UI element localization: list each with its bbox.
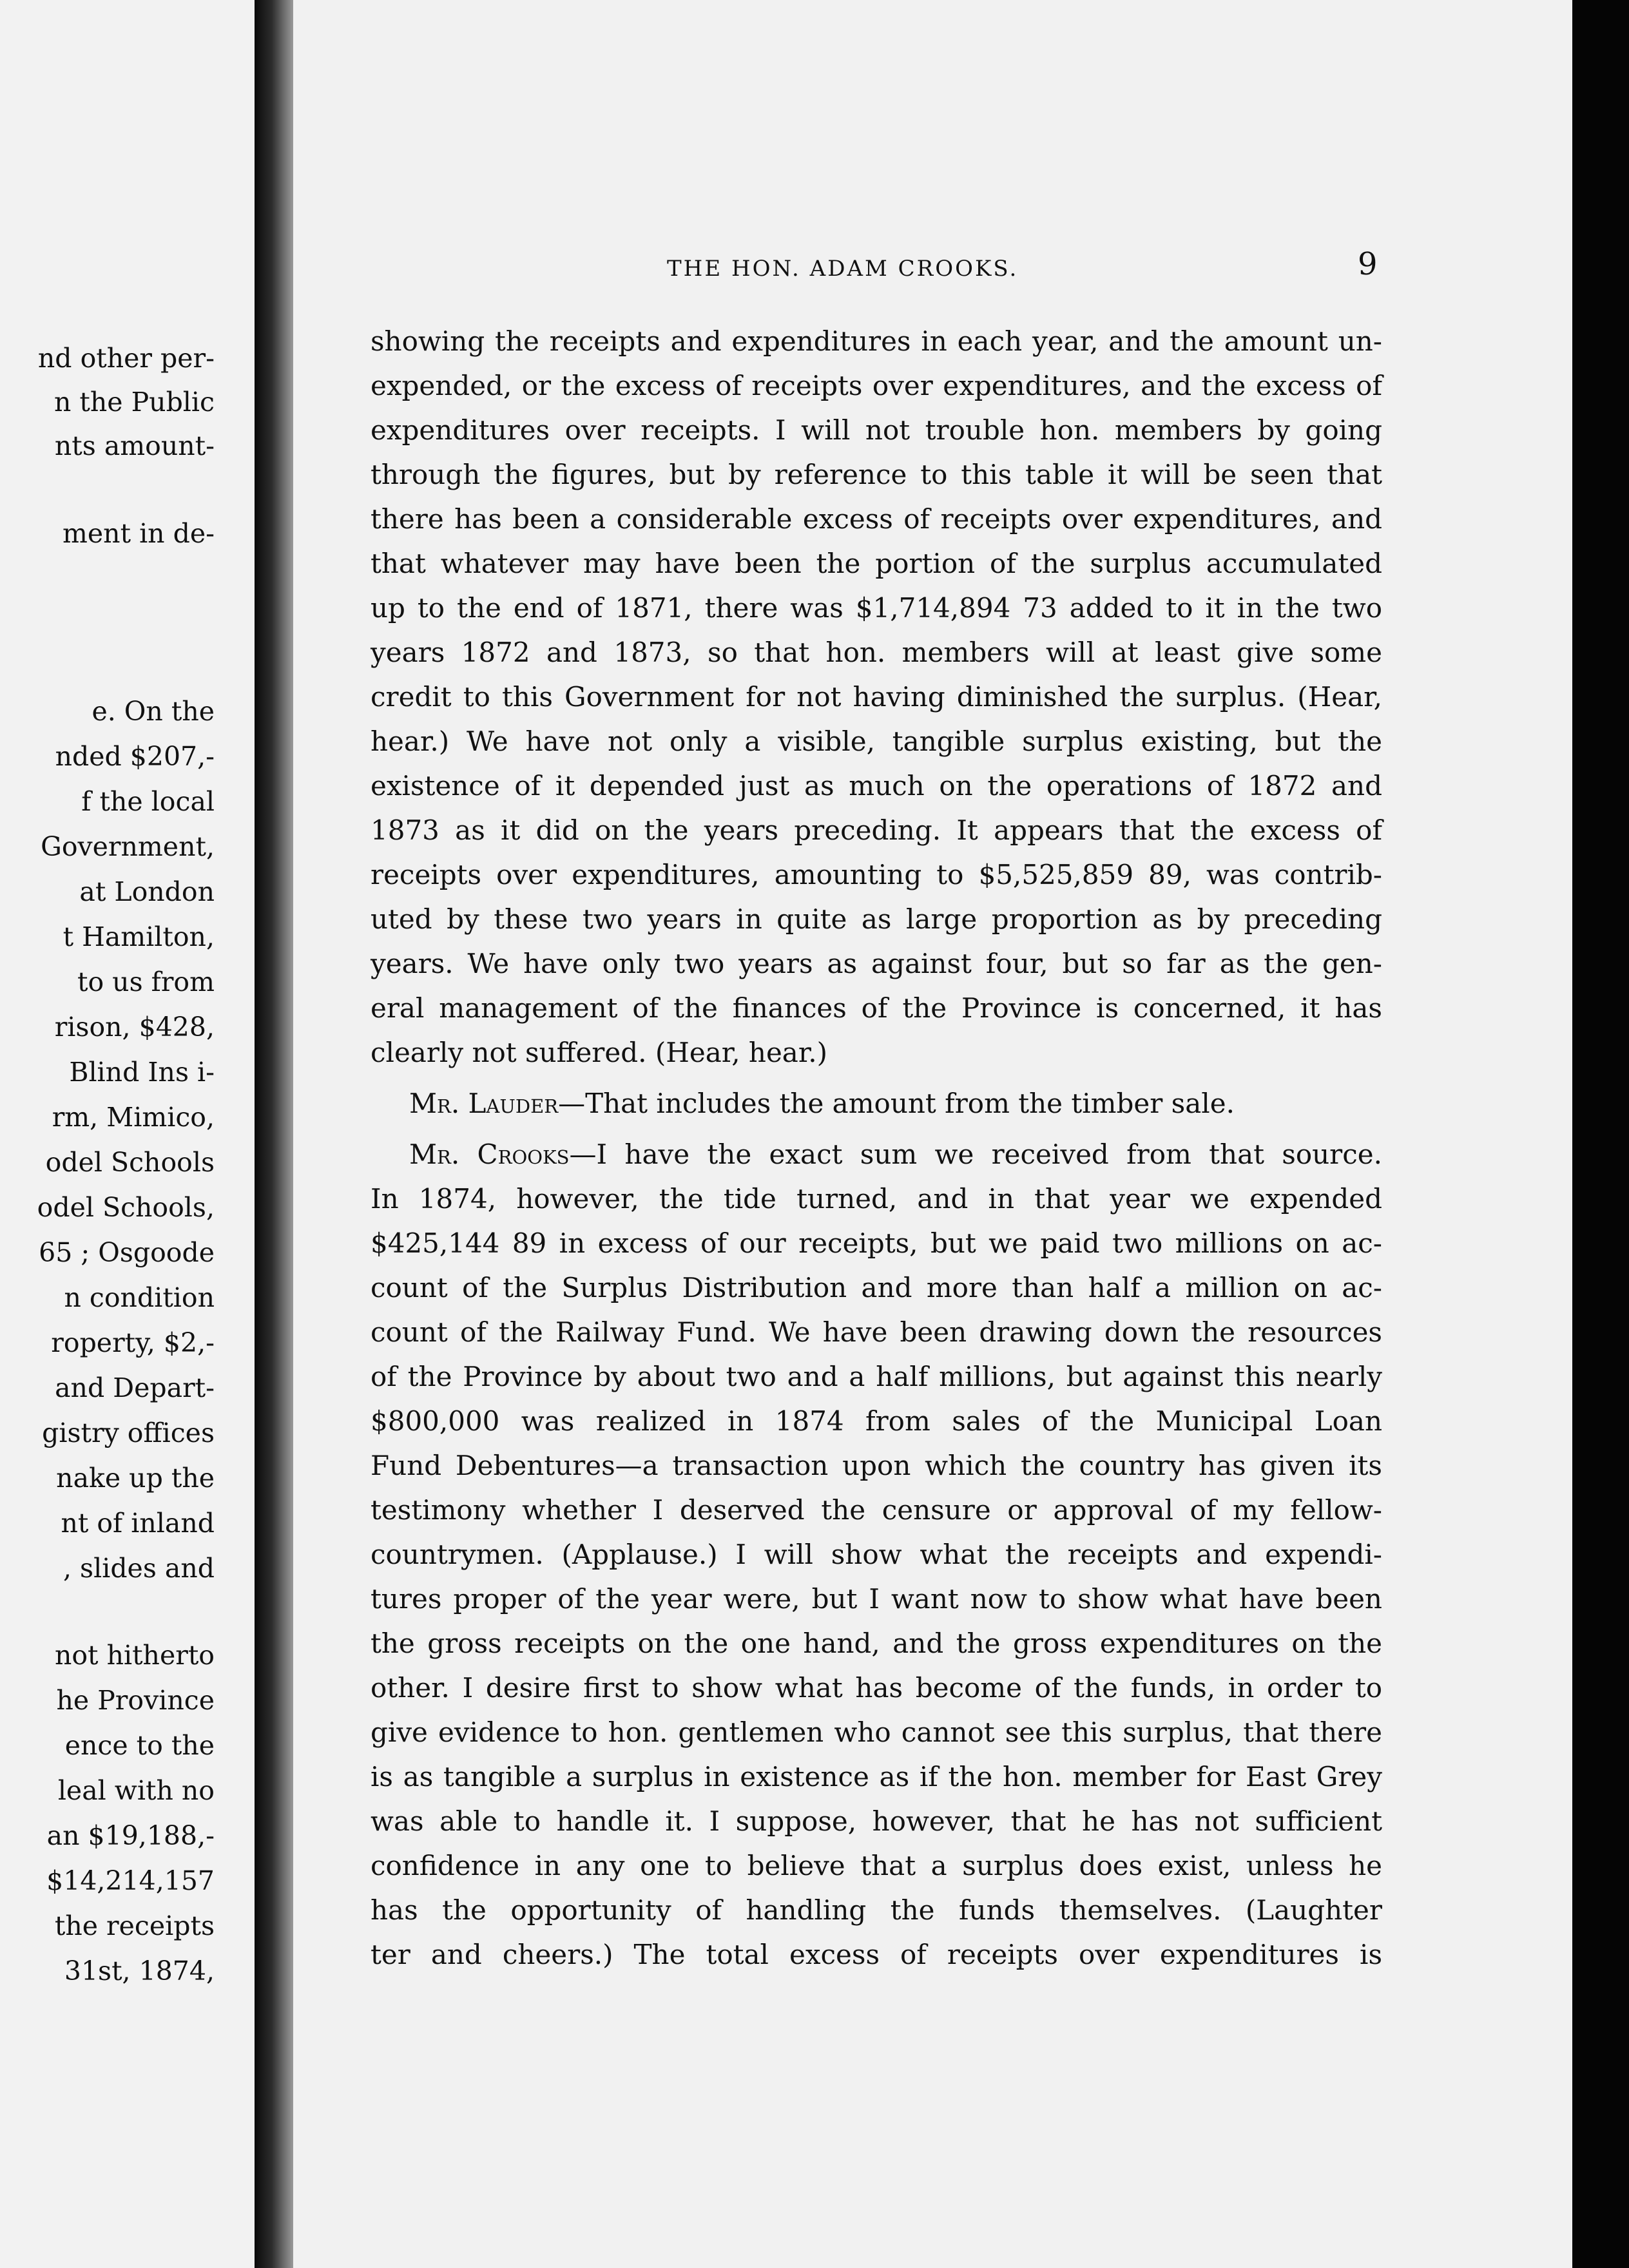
facing-line: t Hamilton, xyxy=(63,921,215,952)
facing-line: and Depart- xyxy=(55,1372,215,1403)
text-line: years 1872 and 1873, so that hon. members will at least give some xyxy=(371,637,1382,668)
facing-line: odel Schools xyxy=(45,1147,215,1178)
speech-text: —I have the exact sum we received from that source. xyxy=(569,1139,1382,1170)
facing-line: nd other per- xyxy=(37,343,215,374)
text-line: there has been a considerable excess of receipts over expenditures, and xyxy=(371,503,1382,535)
facing-line: odel Schools, xyxy=(37,1192,215,1223)
facing-line: ence to the xyxy=(64,1730,215,1761)
facing-line: gistry offices xyxy=(42,1418,215,1448)
facing-line: n condition xyxy=(64,1282,215,1313)
text-line: through the figures, but by reference to this table it will be seen that xyxy=(371,459,1382,490)
facing-line: n the Public xyxy=(53,387,215,418)
facing-line: rison, $428, xyxy=(54,1012,215,1043)
text-line: uted by these two years in quite as large proportion as by preceding xyxy=(371,903,1382,935)
facing-line: to us from xyxy=(77,966,215,997)
facing-line: not hitherto xyxy=(54,1640,215,1671)
text-line: confidence in any one to believe that a surplus does exist, unless he xyxy=(371,1850,1382,1881)
text-line: credit to this Government for not having diminished the surplus. (Hear, xyxy=(371,681,1382,713)
text-line: give evidence to hon. gentlemen who cannot see this surplus, that there xyxy=(371,1716,1382,1748)
text-line: other. I desire first to show what has become of the funds, in order to xyxy=(371,1672,1382,1704)
facing-line: roperty, $2,- xyxy=(51,1327,215,1358)
speaker-name: Mr. Lauder xyxy=(409,1088,559,1119)
facing-line: $14,214,157 xyxy=(46,1865,215,1896)
text-line: $800,000 was realized in 1874 from sales of the Municipal Loan xyxy=(371,1405,1382,1437)
text-line: that whatever may have been the portion of the surplus accumulated xyxy=(371,548,1382,579)
facing-line: 31st, 1874, xyxy=(64,1956,215,1986)
text-line: tures proper of the year were, but I want now to show what have been xyxy=(371,1583,1382,1615)
text-line: eral management of the finances of the Province is concerned, it has xyxy=(371,992,1382,1024)
facing-line: 65 ; Osgoode xyxy=(39,1237,215,1268)
facing-line: f the local xyxy=(81,786,215,817)
text-line: receipts over expenditures, amounting to $5,525,859 89, was contrib- xyxy=(371,859,1382,890)
text-line: up to the end of 1871, there was $1,714,894 73 added to it in the two xyxy=(371,592,1382,624)
facing-line: at London xyxy=(79,876,215,907)
facing-line: nts amount- xyxy=(54,430,215,461)
facing-line: rm, Mimico, xyxy=(52,1102,215,1133)
facing-line: nake up the xyxy=(56,1463,215,1494)
facing-line: nt of inland xyxy=(61,1508,215,1539)
text-line: count of the Railway Fund. We have been drawing down the resources xyxy=(371,1316,1382,1348)
text-line: count of the Surplus Distribution and more than half a million on ac- xyxy=(371,1272,1382,1303)
text-line: was able to handle it. I suppose, however, that he has not sufficient xyxy=(371,1805,1382,1837)
text-line: $425,144 89 in excess of our receipts, but we paid two millions on ac- xyxy=(371,1227,1382,1259)
text-line: is as tangible a surplus in existence as if the hon. member for East Grey xyxy=(371,1761,1382,1792)
text-line: expenditures over receipts. I will not trouble hon. members by going xyxy=(371,414,1382,446)
facing-line: the receipts xyxy=(54,1910,215,1941)
facing-line: Government, xyxy=(41,831,215,862)
facing-line: an $19,188,- xyxy=(46,1820,215,1851)
text-line: of the Province by about two and a half millions, but against this nearly xyxy=(371,1361,1382,1392)
speaker-name: Mr. Crooks xyxy=(409,1139,570,1170)
text-line: has the opportunity of handling the funds themselves. (Laughter xyxy=(371,1894,1382,1926)
text-line: hear.) We have not only a visible, tangible surplus existing, but the xyxy=(371,726,1382,757)
text-line: showing the receipts and expenditures in each year, and the amount un- xyxy=(371,325,1382,357)
facing-line: nded $207,- xyxy=(55,741,215,772)
text-line: 1873 as it did on the years preceding. It appears that the excess of xyxy=(371,814,1382,846)
facing-line: leal with no xyxy=(57,1775,215,1806)
running-head: THE HON. ADAM CROOKS. xyxy=(667,256,1019,282)
text-line: years. We have only two years as against four, but so far as the gen- xyxy=(371,948,1382,979)
facing-page-left xyxy=(0,0,255,2268)
facing-line: Blind Ins i- xyxy=(69,1057,215,1088)
text-line: the gross receipts on the one hand, and the gross expenditures on the xyxy=(371,1628,1382,1659)
binding-gutter xyxy=(255,0,293,2268)
speech-line xyxy=(409,1088,1382,1119)
text-line: expended, or the excess of receipts over expenditures, and the excess of xyxy=(371,370,1382,401)
facing-line: , slides and xyxy=(63,1553,215,1584)
facing-line: e. On the xyxy=(92,696,215,727)
speech-line xyxy=(409,1139,1382,1170)
text-line: In 1874, however, the tide turned, and in that year we expended xyxy=(371,1183,1382,1215)
facing-line: ment in de- xyxy=(63,518,215,549)
text-line: existence of it depended just as much on the operations of 1872 and xyxy=(371,770,1382,802)
text-line: Fund Debentures—a transaction upon which the country has given its xyxy=(371,1450,1382,1481)
speech-text: —That includes the amount from the timber sale. xyxy=(558,1088,1235,1119)
scan-edge xyxy=(1572,0,1629,2268)
text-line: testimony whether I deserved the censure or approval of my fellow- xyxy=(371,1494,1382,1526)
text-line: clearly not suffered. (Hear, hear.) xyxy=(371,1037,828,1068)
page-number: 9 xyxy=(1358,246,1378,282)
facing-line: he Province xyxy=(56,1685,215,1716)
text-line: countrymen. (Applause.) I will show what the receipts and expendi- xyxy=(371,1539,1382,1570)
text-line: ter and cheers.) The total excess of receipts over expenditures is xyxy=(371,1939,1382,1970)
